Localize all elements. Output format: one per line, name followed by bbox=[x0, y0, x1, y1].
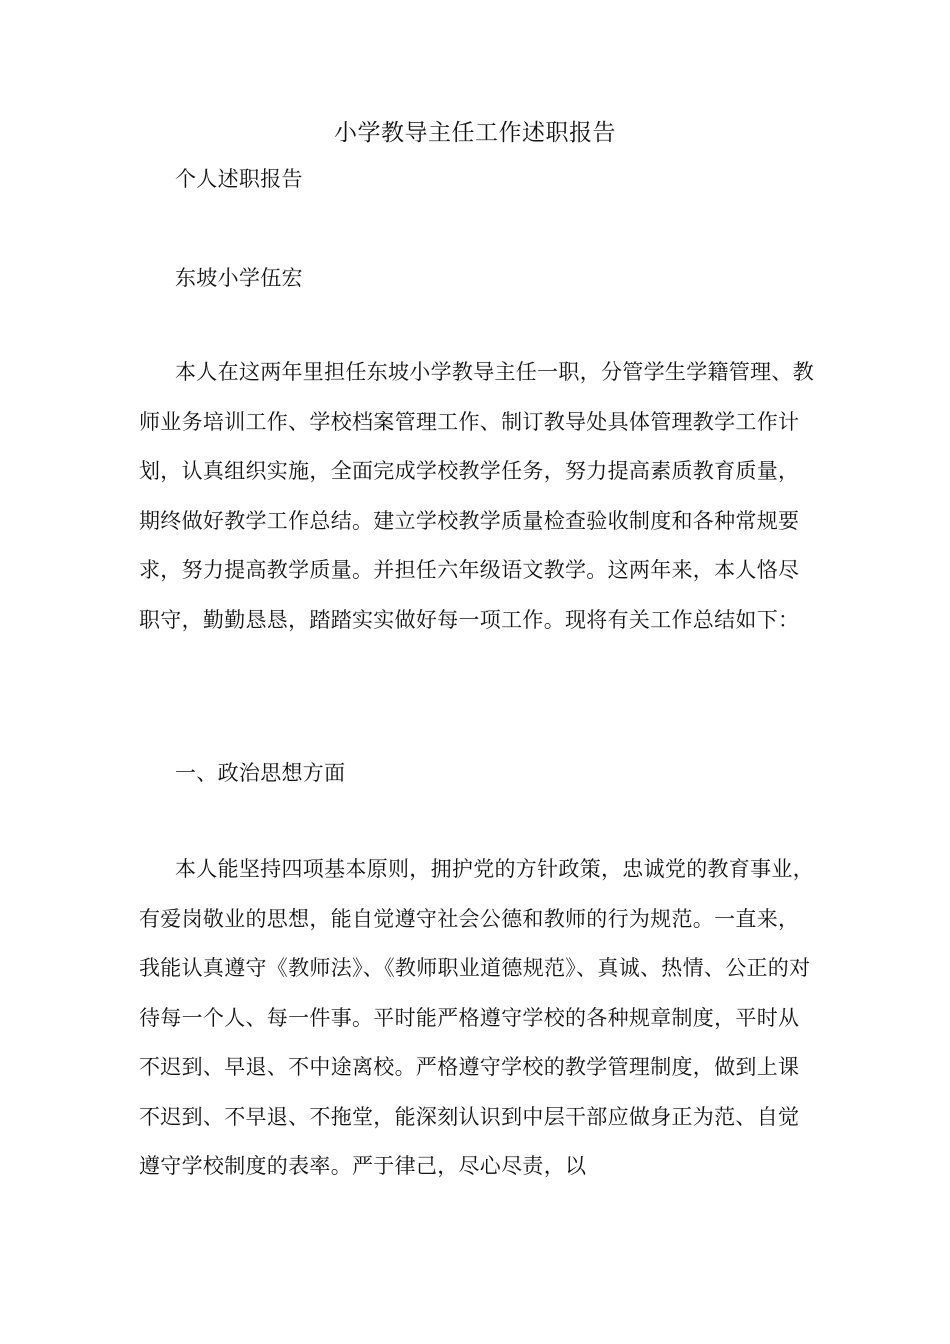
document-title: 小学教导主任工作述职报告 bbox=[334, 120, 616, 146]
author-line: 东坡小学伍宏 bbox=[175, 266, 303, 290]
paragraph-politics: 本人能坚持四项基本原则，拥护党的方针政策，忠诚党的教育事业，有爱岗敬业的思想，能自觉遵守社会公德和教师的行为规范。一直来，我能认真遵守《教师法》、《教师职业道德规范》、真诚、热情、公正的对待每一个人、每一件事。平时能严格遵守学校的各种规章制度，平时从不迟到、早退、不中途离校。严格遵守学校的教学管理制度，做到上课不迟到、不早退、不拖堂，能深刻认识到中层干部应做身正为范、自觉遵守学校制度的表率。严于律己，尽心尽责，以 bbox=[139, 857, 814, 1178]
section-heading-politics: 一、政治思想方面 bbox=[175, 761, 346, 785]
paragraph-intro: 本人在这两年里担任东坡小学教导主任一职，分管学生学籍管理、教师业务培训工作、学校档案管理工作、制订教导处具体管理教学工作计划，认真组织实施，全面完成学校教学任务，努力提高素质教育质量，期终做好教学工作总结。建立学校教学质量检查验收制度和各种常规要求，努力提高教学质量。并担任六年级语文教学。这两年来，本人恪尽职守，勤勤恳恳，踏踏实实做好每一项工作。现将有关工作总结如下： bbox=[139, 360, 814, 632]
document-subtitle: 个人述职报告 bbox=[175, 167, 303, 191]
